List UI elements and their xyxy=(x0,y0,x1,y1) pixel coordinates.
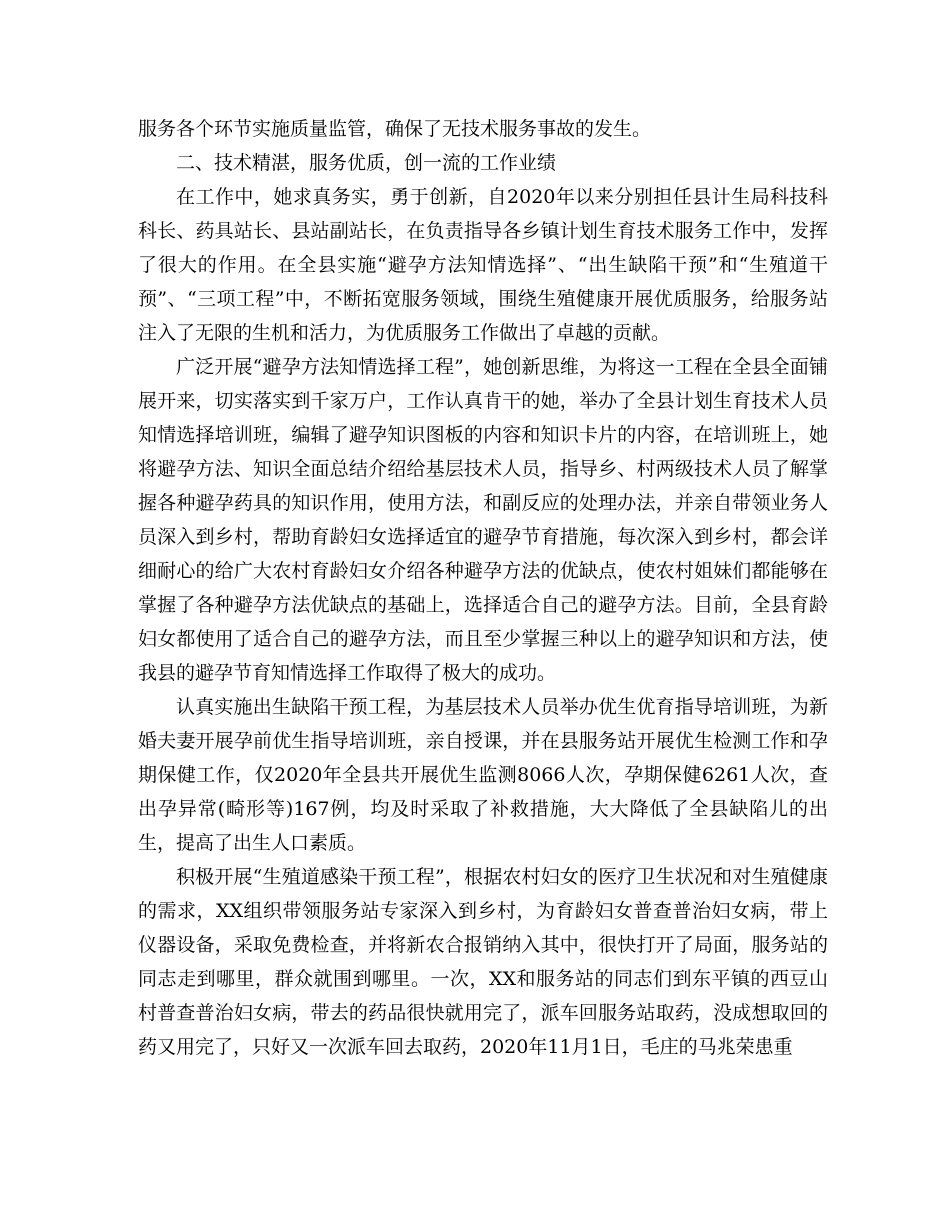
section-heading: 二、技术精湛，服务优质，创一流的工作业绩 xyxy=(176,152,557,174)
paragraph-birth-defect-project: 认真实施出生缺陷干预工程，为基层技术人员举办优生优育指导培训班，为新婚夫妻开展孕前优生指导培训班，亲自授课，并在县服务站开展优生检测工作和孕期保健工作，仅2020年全县共开展优生监测8066人次，孕期保健6261人次，查出孕异常(畸形等)167例，均及时采取了补救措施，大大降低了全县缺陷儿的出生，提高了出生人口素质。 xyxy=(138,696,828,854)
body-text xyxy=(138,112,828,1064)
paragraph-contraception-project: 广泛开展“避孕方法知情选择工程”，她创新思维，为将这一工程在全县全面铺展开来，切实落实到千家万户，工作认真肯干的她，举办了全县计划生育技术人员知情选择培训班，编辑了避孕知识图板的内容和知识卡片的内容，在培训班上，她将避孕方法、知识全面总结介绍给基层技术人员，指导乡、村两级技术人员了解掌握各种避孕药具的知识作用，使用方法，和副反应的处理办法，并亲自带领业务人员深入到乡村，帮助育龄妇女选择适宜的避孕节育措施，每次深入到乡村，都会详细耐心的给广大农村育龄妇女介绍各种避孕方法的优缺点，使农村姐妹们都能够在掌握了各种避孕方法优缺点的基础上，选择适合自己的避孕方法。目前，全县育龄妇女都使用了适合自己的避孕方法，而且至少掌握三种以上的避孕知识和方法，使我县的避孕节育知情选择工作取得了极大的成功。 xyxy=(138,356,828,684)
paragraph-work-overview: 在工作中，她求真务实，勇于创新，自2020年以来分别担任县计生局科技科科长、药具站长、县站副站长，在负责指导各乡镇计划生育技术服务工作中，发挥了很大的作用。在全县实施“避孕方法知情选择”、“出生缺陷干预”和“生殖道干预”、“三项工程”中，不断拓宽服务领域，围绕生殖健康开展优质服务，给服务站注入了无限的生机和活力，为优质服务工作做出了卓越的贡献。 xyxy=(138,186,828,344)
paragraph-continuation: 服务各个环节实施质量监管，确保了无技术服务事故的发生。 xyxy=(138,118,652,140)
paragraph-reproductive-tract-project: 积极开展“生殖道感染干预工程”，根据农村妇女的医疗卫生状况和对生殖健康的需求，XX组织带领服务站专家深入到乡村，为育龄妇女普查普治妇女病，带上仪器设备，采取免费检查，并将新农合报销纳入其中，很快打开了局面，服务站的同志走到哪里，群众就围到哪里。一次，XX和服务站的同志们到东平镇的西豆山村普查普治妇女病，带去的药品很快就用完了，派车回服务站取药，没成想取回的药又用完了，只好又一次派车回去取药，2020年11月1日，毛庄的马兆荣患重 xyxy=(138,866,828,1058)
